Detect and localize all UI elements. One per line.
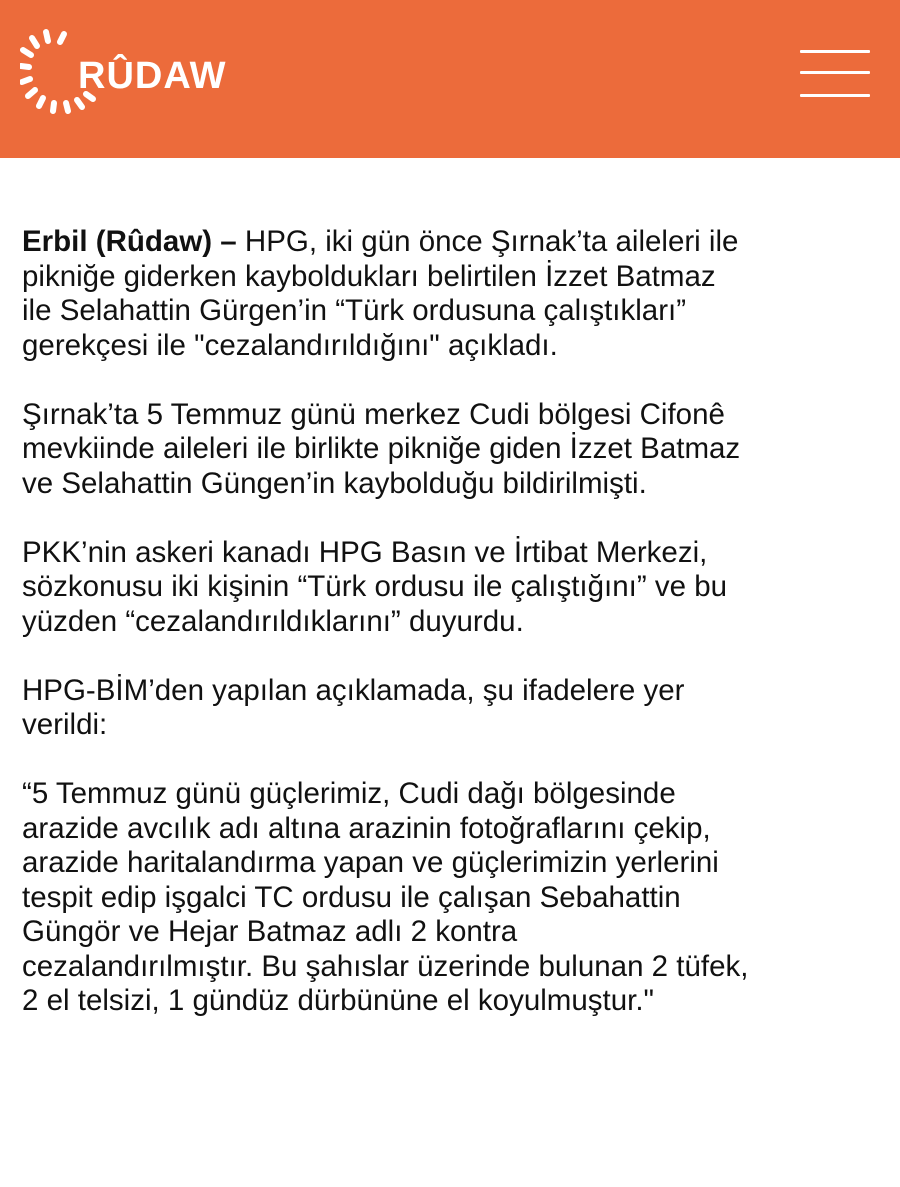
article-dateline: Erbil (Rûdaw) – xyxy=(22,225,237,258)
article-body xyxy=(22,225,892,1053)
logo-text: RÛDAW xyxy=(78,55,227,97)
menu-button[interactable] xyxy=(792,44,870,104)
paragraph-line: HPG-BİM’den yapılan açıklamada, şu ifadelere yer xyxy=(22,673,685,707)
paragraph-line: arazide haritalandırma yapan ve güçlerimizin yerlerini xyxy=(22,846,719,879)
article-paragraph xyxy=(22,398,892,502)
paragraph-line: Şırnak’ta 5 Temmuz günü merkez Cudi bölgesi Cifonê xyxy=(22,397,725,431)
article-paragraph xyxy=(22,674,892,743)
article-quote xyxy=(22,777,892,1019)
paragraph-line: 2 el telsizi, 1 gündüz dürbününe el koyulmuştur." xyxy=(22,984,654,1017)
paragraph-line: gerekçesi ile "cezalandırıldığını" açıkladı. xyxy=(22,328,558,362)
paragraph-line: “5 Temmuz günü güçlerimiz, Cudi dağı bölgesinde xyxy=(22,777,676,810)
paragraph-line: HPG, iki gün önce Şırnak’ta aileleri ile xyxy=(236,225,739,258)
paragraph-line: tespit edip işgalci TC ordusu ile çalışan Sebahattin xyxy=(22,880,681,914)
paragraph-line: ve Selahattin Güngen’in kaybolduğu bildirilmişti. xyxy=(22,466,647,500)
paragraph-line: PKK’nin askeri kanadı HPG Basın ve İrtibat Merkezi, xyxy=(22,535,708,569)
paragraph-line: mevkiinde aileleri ile birlikte pikniğe giden İzzet Batmaz xyxy=(22,432,741,465)
paragraph-line: ile Selahattin Gürgen’in “Türk ordusuna çalıştıkları” xyxy=(22,294,687,327)
rudaw-logo[interactable] xyxy=(20,28,227,123)
paragraph-line: sözkonusu iki kişinin “Türk ordusu ile çalıştığını” ve bu xyxy=(22,570,728,603)
paragraph-line: cezalandırılmıştır. Bu şahıslar üzerinde bulunan 2 tüfek, xyxy=(22,949,749,983)
paragraph-line: yüzden “cezalandırıldıklarını” duyurdu. xyxy=(22,604,524,638)
paragraph-line: arazide avcılık adı altına arazinin fotoğraflarını çekip, xyxy=(22,811,711,845)
site-header xyxy=(0,0,900,158)
paragraph-line: pikniğe giderken kayboldukları belirtilen İzzet Batmaz xyxy=(22,259,716,293)
paragraph-line: Güngör ve Hejar Batmaz adlı 2 kontra xyxy=(22,915,518,948)
article-paragraph xyxy=(22,536,892,640)
paragraph-line: verildi: xyxy=(22,708,108,741)
article-paragraph xyxy=(22,225,892,363)
